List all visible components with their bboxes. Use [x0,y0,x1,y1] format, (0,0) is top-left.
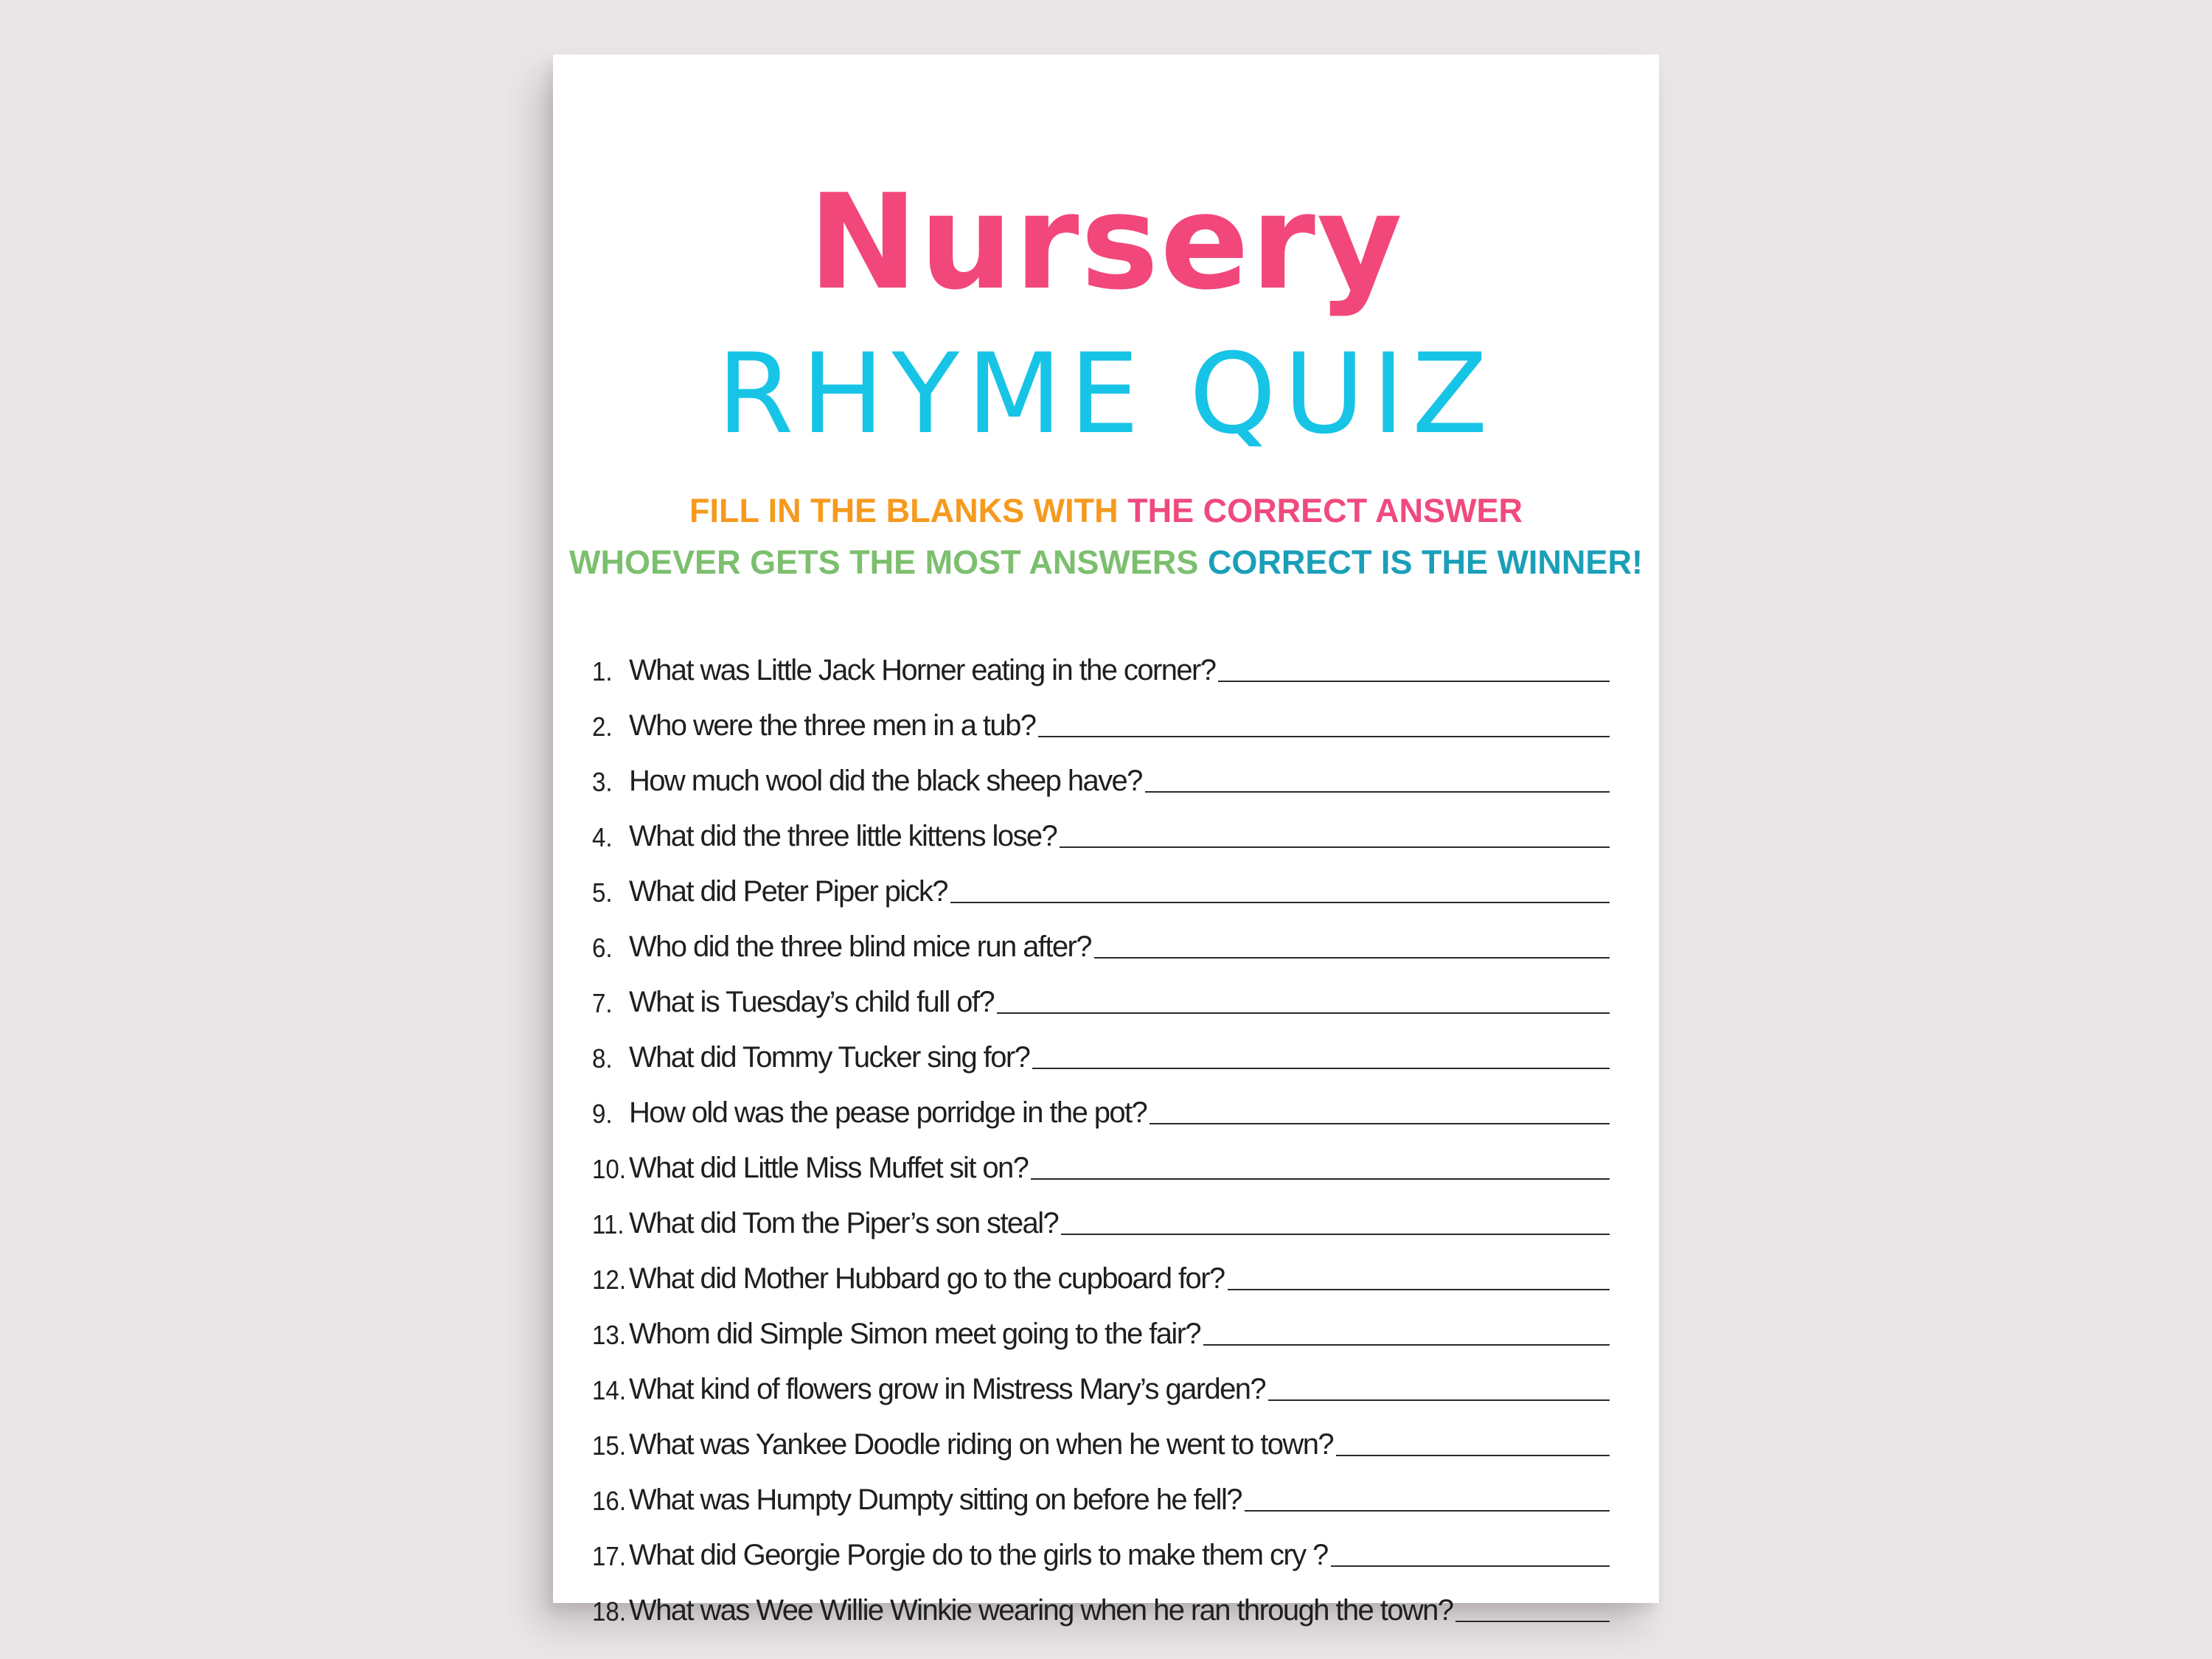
question-row-6 [592,908,1610,963]
question-text: What did Georgie Porgie do to the girls to make them cry ? [629,1539,1328,1571]
answer-blank-line[interactable] [1150,1121,1610,1124]
question-row-12 [592,1239,1610,1295]
quiz-sheet [553,55,1659,1627]
question-number: 6. [592,933,613,964]
question-row-17 [592,1516,1610,1571]
question-row-7 [592,963,1610,1018]
instruction-line-2 [553,543,1659,581]
question-number: 18. [592,1596,627,1627]
answer-blank-line[interactable] [1031,1177,1610,1180]
answer-blank-line[interactable] [1245,1509,1610,1512]
question-row-11 [592,1184,1610,1239]
question-row-1 [592,631,1610,686]
question-row-4 [592,797,1610,852]
question-text: What is Tuesday’s child full of? [629,986,994,1018]
answer-blank-line[interactable] [1094,956,1610,959]
question-text: What did Mother Hubbard go to the cupboard for? [629,1262,1225,1295]
answer-blank-line[interactable] [1228,1287,1610,1290]
title-rhyme-quiz: RHYME QUIZ [717,330,1495,459]
question-row-13 [592,1295,1610,1350]
question-row-18 [592,1571,1610,1627]
question-text: Who did the three blind mice run after? [629,931,1091,963]
question-text: What was Humpty Dumpty sitting on before he fell? [629,1484,1242,1516]
question-text: What did Tom the Piper’s son steal? [629,1207,1059,1239]
question-number: 8. [592,1043,613,1074]
instruction-correct-answer: THE CORRECT ANSWER [1127,492,1523,529]
question-row-3 [592,742,1610,797]
question-number: 14. [592,1375,627,1406]
answer-blank-line[interactable] [1038,734,1610,737]
question-row-10 [592,1129,1610,1184]
answer-blank-line[interactable] [1331,1564,1610,1567]
answer-blank-line[interactable] [1203,1343,1610,1346]
question-list [592,631,1610,1627]
question-number: 7. [592,988,613,1019]
question-number: 2. [592,712,613,742]
question-number: 4. [592,822,613,853]
question-text: What did Tommy Tucker sing for? [629,1041,1030,1074]
question-text: What did Peter Piper pick? [629,875,947,908]
question-text: Whom did Simple Simon meet going to the fair? [629,1318,1201,1350]
answer-blank-line[interactable] [1060,845,1610,848]
question-number: 11. [592,1209,625,1240]
question-row-9 [592,1074,1610,1129]
question-text: What kind of flowers grow in Mistress Mary’s garden? [629,1373,1266,1405]
question-row-16 [592,1461,1610,1516]
question-text: How old was the pease porridge in the pot? [629,1096,1147,1129]
question-number: 15. [592,1430,627,1461]
answer-blank-line[interactable] [1061,1232,1610,1235]
question-number: 1. [592,656,613,687]
question-number: 5. [592,877,613,908]
answer-blank-line[interactable] [997,1011,1610,1014]
answer-blank-line[interactable] [1336,1453,1610,1456]
question-text: What was Wee Willie Winkie wearing when he ran through the town? [629,1594,1453,1627]
question-text: What was Little Jack Horner eating in the corner? [629,654,1216,686]
answer-blank-line[interactable] [1268,1398,1610,1401]
question-number: 16. [592,1486,627,1517]
instruction-fill-in: FILL IN THE BLANKS WITH [689,492,1119,529]
answer-blank-line[interactable] [1032,1066,1610,1069]
question-number: 17. [592,1541,627,1572]
instruction-winner: CORRECT IS THE WINNER! [1207,543,1643,581]
question-number: 10. [592,1154,627,1185]
question-number: 3. [592,767,613,798]
question-row-5 [592,852,1610,908]
question-text: What did Little Miss Muffet sit on? [629,1152,1029,1184]
answer-blank-line[interactable] [1145,790,1610,793]
question-row-15 [592,1405,1610,1461]
question-row-8 [592,1018,1610,1074]
answer-blank-line[interactable] [950,900,1610,903]
question-text: How much wool did the black sheep have? [629,765,1142,797]
instruction-whoever: WHOEVER GETS THE MOST ANSWERS [569,543,1199,581]
title-nursery: Nursery [808,166,1404,319]
question-number: 13. [592,1320,627,1351]
answer-blank-line[interactable] [1218,679,1610,682]
instruction-line-1 [553,494,1659,527]
question-text: Who were the three men in a tub? [629,709,1036,742]
question-row-2 [592,686,1610,742]
question-text: What was Yankee Doodle riding on when he went to town? [629,1428,1333,1461]
answer-blank-line[interactable] [1455,1619,1610,1622]
question-number: 9. [592,1099,613,1130]
question-number: 12. [592,1265,627,1295]
question-row-14 [592,1350,1610,1405]
question-text: What did the three little kittens lose? [629,820,1057,852]
